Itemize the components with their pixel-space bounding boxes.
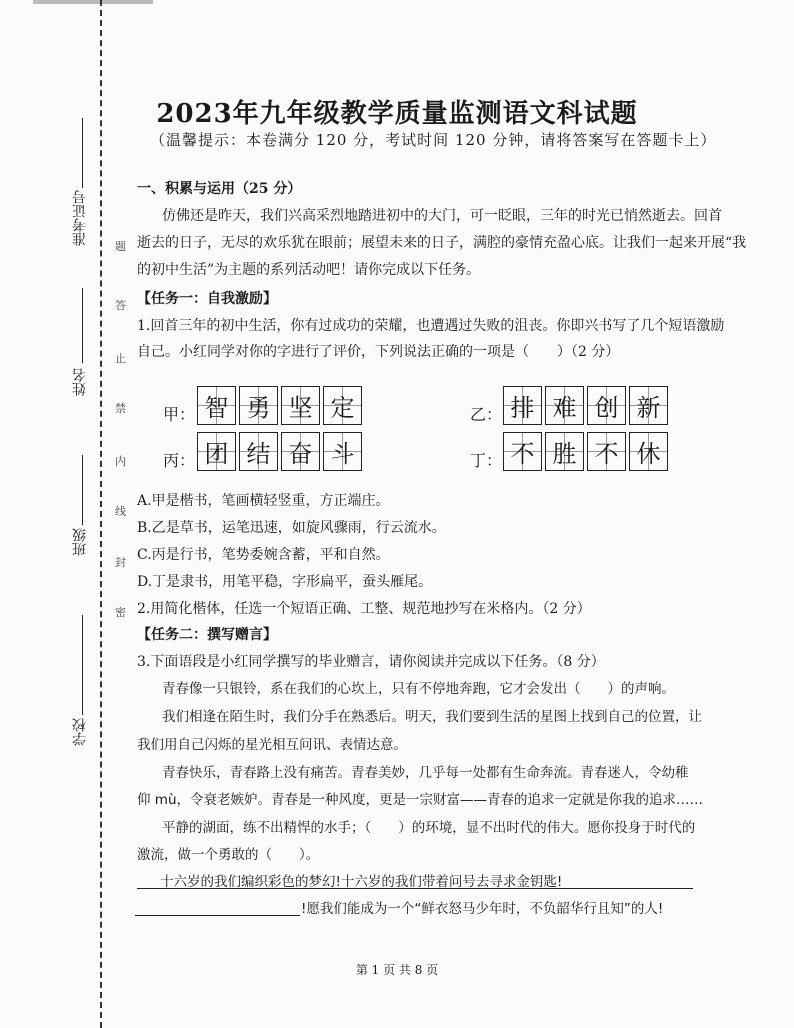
scan-edge xyxy=(33,0,153,4)
grid-cell xyxy=(629,432,668,471)
answer-option-c: C.丙是行书，笔势委婉含蓄，平和自然。 xyxy=(137,547,390,563)
calligraphy-grid-bing xyxy=(197,432,365,471)
essay-line: 仰 mù，令衰老嫉妒。青春是一种风度，更是一宗财富——青春的追求一定就是你我的追求…… xyxy=(137,792,703,808)
essay-line: 青春像一只银铃，系在我们的心坎上，只有不停地奔跑，它才会发出（ ）的声响。 xyxy=(162,681,675,697)
binding-dashed-line xyxy=(100,0,102,1028)
answer-option-b: B.乙是草书，运笔迅速，如旋风骤雨，行云流水。 xyxy=(137,520,446,536)
grid-char: 创 xyxy=(594,394,619,422)
grid-char: 智 xyxy=(204,394,229,422)
grid-char: 休 xyxy=(636,440,661,468)
grid-char: 排 xyxy=(510,394,535,422)
section-heading: 一、积累与运用（25 分） xyxy=(137,181,302,197)
seal-char: 封 xyxy=(115,556,126,569)
question-line: 自己。小红同学对你的字进行了评价，下列说法正确的一项是（ ）（2 分） xyxy=(137,344,620,360)
grid-char: 不 xyxy=(510,440,535,468)
page-number: 第 1 页 共 8 页 xyxy=(355,963,439,977)
answer-option-a: A.甲是楷书，笔画横轻竖重，方正端庄。 xyxy=(137,493,390,509)
question-line: 1.回首三年的初中生活，你有过成功的荣耀，也遭遇过失败的沮丧。你即兴书写了几个短语激励 xyxy=(137,318,725,334)
grid-cell xyxy=(323,386,362,425)
grid-cell xyxy=(545,386,584,425)
question-line: 2.用简化楷体，任选一个短语正确、工整、规范地抄写在米格内。（2 分） xyxy=(137,601,591,617)
grid-cell xyxy=(323,432,362,471)
class-field[interactable] xyxy=(82,455,83,525)
calligraphy-grid-yi xyxy=(503,386,671,425)
grid-char: 定 xyxy=(330,394,355,422)
answer-blank[interactable] xyxy=(135,915,300,916)
grid-cell xyxy=(503,386,542,425)
grid-label-jia: 甲： xyxy=(163,405,196,424)
grid-cell xyxy=(503,432,542,471)
grid-cell xyxy=(281,432,320,471)
grid-char: 勇 xyxy=(246,394,271,422)
seal-char: 线 xyxy=(115,505,126,518)
grid-cell xyxy=(197,386,236,425)
seal-char: 答 xyxy=(115,299,126,312)
name-field[interactable] xyxy=(82,288,83,363)
answer-underline[interactable] xyxy=(137,888,693,889)
exam-instructions: （温馨提示：本卷满分 120 分，考试时间 120 分钟，请将答案写在答题卡上） xyxy=(150,131,717,149)
seal-char: 止 xyxy=(115,352,126,365)
essay-line: 平静的湖面，练不出精悍的水手；（ ）的环境，显不出时代的伟大。愿你投身于时代的 xyxy=(162,820,696,836)
grid-label-yi: 乙： xyxy=(470,405,503,424)
grid-char: 斗 xyxy=(330,440,355,468)
seal-char: 内 xyxy=(115,455,126,468)
school-field[interactable] xyxy=(82,615,83,715)
task-heading: 【任务二：撰写赠言】 xyxy=(137,627,277,643)
essay-line: 青春快乐，青春路上没有痛苦。青春美妙，几乎每一处都有生命奔流。青春迷人，令幼稚 xyxy=(162,765,689,781)
intro-line: 逝去的日子，无尽的欢乐犹在眼前；展望未来的日子，满腔的豪情充盈心底。让我们一起来开展“我 xyxy=(137,235,747,251)
grid-char: 胜 xyxy=(552,440,577,468)
exam-number-label: 准考证号 xyxy=(72,190,88,246)
class-label: 班级 xyxy=(72,528,88,556)
school-label: 学校 xyxy=(72,718,88,746)
seal-char: 密 xyxy=(115,606,126,619)
grid-cell xyxy=(587,386,626,425)
intro-line: 仿佛还是昨天，我们兴高采烈地踏进初中的大门，可一眨眼，三年的时光已悄然逝去。回首 xyxy=(162,208,722,224)
grid-char: 不 xyxy=(594,440,619,468)
grid-char: 难 xyxy=(552,394,577,422)
grid-cell xyxy=(197,432,236,471)
task-heading: 【任务一：自我激励】 xyxy=(137,291,277,307)
exam-title: 2023年九年级教学质量监测语文科试题 xyxy=(156,99,638,129)
seal-char: 题 xyxy=(115,240,126,253)
grid-cell xyxy=(239,432,278,471)
grid-char: 奋 xyxy=(288,440,313,468)
grid-cell xyxy=(545,432,584,471)
grid-char: 坚 xyxy=(288,394,313,422)
essay-line: 激流，做一个勇敢的（ ）。 xyxy=(137,847,320,863)
grid-label-ding: 丁： xyxy=(470,451,503,470)
question-line: 3.下面语段是小红同学撰写的毕业赠言，请你阅读并完成以下任务。（8 分） xyxy=(137,654,605,670)
calligraphy-grid-ding xyxy=(503,432,671,471)
name-label: 姓名 xyxy=(72,368,88,396)
essay-line: 我们用自己闪烁的星光相互问讯、表情达意。 xyxy=(137,737,407,753)
grid-char: 新 xyxy=(636,394,661,422)
seal-char: 禁 xyxy=(115,402,126,415)
grid-cell xyxy=(587,432,626,471)
grid-char: 团 xyxy=(204,440,229,468)
fill-line-1: 十六岁的我们编织彩色的梦幻!十六岁的我们带着问号去寻求金钥匙! xyxy=(160,874,563,890)
calligraphy-grid-jia xyxy=(197,386,365,425)
grid-cell xyxy=(281,386,320,425)
grid-label-bing: 丙： xyxy=(163,451,196,470)
grid-cell xyxy=(239,386,278,425)
answer-option-d: D.丁是隶书，用笔平稳，字形扁平，蚕头雁尾。 xyxy=(137,574,433,590)
fill-line-2: !愿我们能成为一个“鲜衣怒马少年时，不负韶华行且知”的人! xyxy=(301,901,664,917)
grid-char: 结 xyxy=(246,440,271,468)
grid-cell xyxy=(629,386,668,425)
essay-line: 我们相逢在陌生时，我们分手在熟悉后。明天，我们要到生活的星图上找到自己的位置，让 xyxy=(162,709,702,725)
intro-line: 的初中生活”为主题的系列活动吧！请你完成以下任务。 xyxy=(137,262,481,278)
